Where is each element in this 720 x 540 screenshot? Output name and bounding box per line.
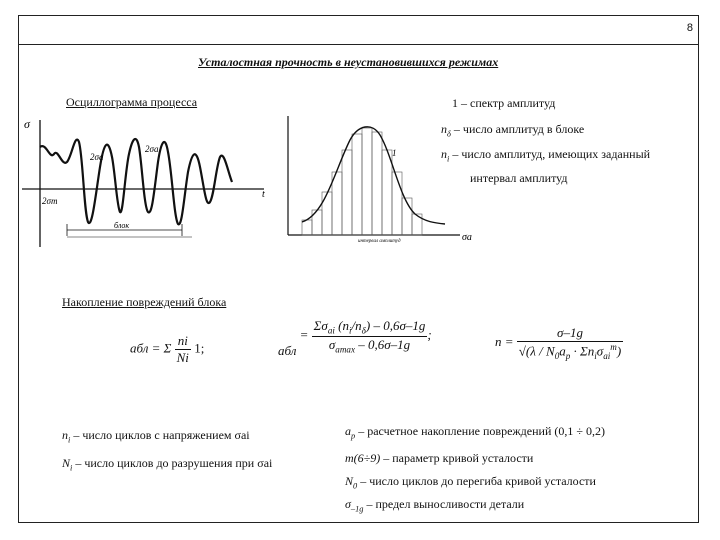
osc-sigma-label: σ bbox=[24, 117, 30, 131]
page-title: Усталостная прочность в неустановившихся режимах bbox=[198, 55, 499, 69]
legend-nb: $n_\delta$ – число амплитуд в блоке bbox=[441, 122, 585, 139]
def-N0: $N_0$ – число циклов до перегиба кривой усталости bbox=[345, 474, 596, 491]
legend-ni-cont: интервал амплитуд bbox=[470, 171, 568, 185]
spectrum-curve-label: 1 bbox=[392, 148, 397, 158]
osc-2sm-label: 2σm bbox=[42, 196, 58, 206]
osc-t-label: t bbox=[262, 189, 265, 200]
def-m: m(6÷9) – параметр кривой усталости bbox=[345, 451, 534, 465]
def-ap: $a_p$ – расчетное накопление повреждений (0,1 ÷ 0,2) bbox=[345, 424, 605, 441]
spectrum-interval-label: интервал амплитуд bbox=[358, 239, 401, 244]
osc-2sa-label: 2σa bbox=[90, 152, 104, 162]
osc-signal bbox=[40, 139, 232, 224]
def-Ni: $N_i$ – число циклов до разрушения при σai bbox=[62, 456, 273, 473]
formula-safety-factor: n = $\frac{\sigma-1g}{√(\lambda / N_0a_p \cdot \Sigma n_i\sigma_{ai}^m)}$ bbox=[495, 325, 622, 361]
def-ni: $n_i$ – число циклов с напряжением σai bbox=[62, 428, 250, 445]
spectrum-title: 1 – спектр амплитуд bbox=[452, 96, 556, 110]
osc-block-label: блок bbox=[114, 221, 130, 230]
spectrum-x-label: σa bbox=[462, 232, 472, 243]
oscillogram-plot bbox=[22, 112, 272, 252]
formula-block-damage: aбл = Σ $\frac{ni}{Ni}$ 1; bbox=[130, 333, 205, 365]
damage-title: Накопление повреждений блока bbox=[62, 295, 227, 309]
formula-block-damage-2: aбл = $\frac{\Sigma\sigma_{ai} (n_i/n_\delta) - 0,6\sigma-1g}{\sigma_{amax} - 0,6\sigma-1g}$ ; bbox=[278, 318, 432, 359]
spectrum-bars bbox=[302, 128, 422, 235]
page-number: 8 bbox=[686, 22, 693, 34]
legend-ni: $n_i$ – число амплитуд, имеющих заданный bbox=[441, 147, 651, 164]
slide-frame bbox=[18, 15, 699, 523]
def-sigma: $\sigma_{-1g}$ – предел выносливости детали bbox=[345, 497, 525, 514]
spectrum-curve bbox=[302, 127, 445, 224]
header-bar bbox=[18, 15, 699, 45]
osc-2sa-label-2: 2σa bbox=[145, 144, 159, 154]
oscillogram-title: Осциллограмма процесса bbox=[66, 95, 198, 109]
